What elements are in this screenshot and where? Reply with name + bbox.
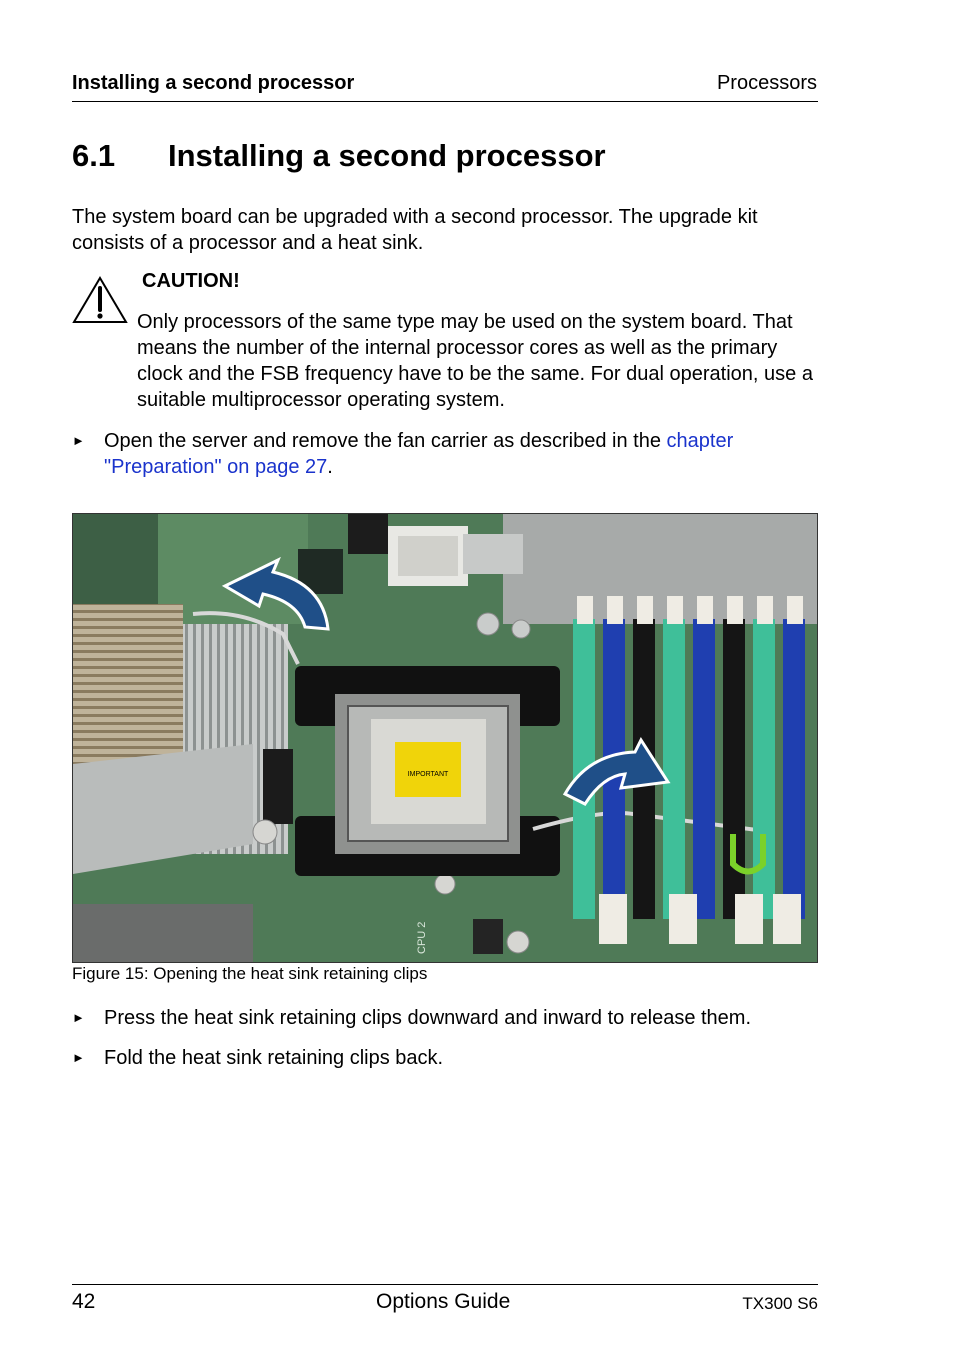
caution-text: Only processors of the same type may be used on the system board. That means the number of the internal processor cores as well as the primary clock and the FSB frequency have to be the same. For dual operation, use a suitable multiprocessor operating system. [137,311,813,411]
running-header-section: Installing a second processor [72,72,355,94]
bullet-arrow-icon: ► [72,1050,85,1065]
footer-rule [72,1284,818,1285]
intro-paragraph: The system board can be upgraded with a second processor. The upgrade kit consists of a processor and a heat sink. [72,206,758,254]
caution-title: CAUTION! [142,270,240,292]
running-header-chapter: Processors [716,72,817,94]
step-text: Open the server and remove the fan carrier as described in the chapter "Preparation" on page 27. [104,430,734,478]
section-title-text: Installing a second processor [168,138,606,173]
preparation-chapter-link[interactable]: chapter "Preparation" on page 27 [104,430,734,478]
step-press-clips [72,1005,822,1031]
figure-heat-sink-clips [72,513,818,963]
header-rule [72,101,818,102]
footer-model: TX300 S6 [742,1294,818,1313]
cpu2-silkscreen-label: CPU 2 [416,921,428,954]
figure-caption: Figure 15: Opening the heat sink retaining clips [72,964,428,983]
step-text: Fold the heat sink retaining clips back. [104,1047,444,1069]
motherboard-photo [73,514,818,963]
footer-guide-title: Options Guide [376,1290,511,1313]
section-title [72,138,606,174]
warning-triangle-icon [72,276,128,324]
step-fold-clips [72,1045,822,1071]
bullet-arrow-icon: ► [72,1010,85,1025]
section-number: 6.1 [72,138,116,173]
socket-cap-label: IMPORTANT [407,771,449,778]
page-number: 42 [72,1290,96,1313]
step-text: Press the heat sink retaining clips downward and inward to release them. [104,1007,752,1029]
step-open-server [72,428,822,480]
bullet-arrow-icon: ► [72,433,85,448]
